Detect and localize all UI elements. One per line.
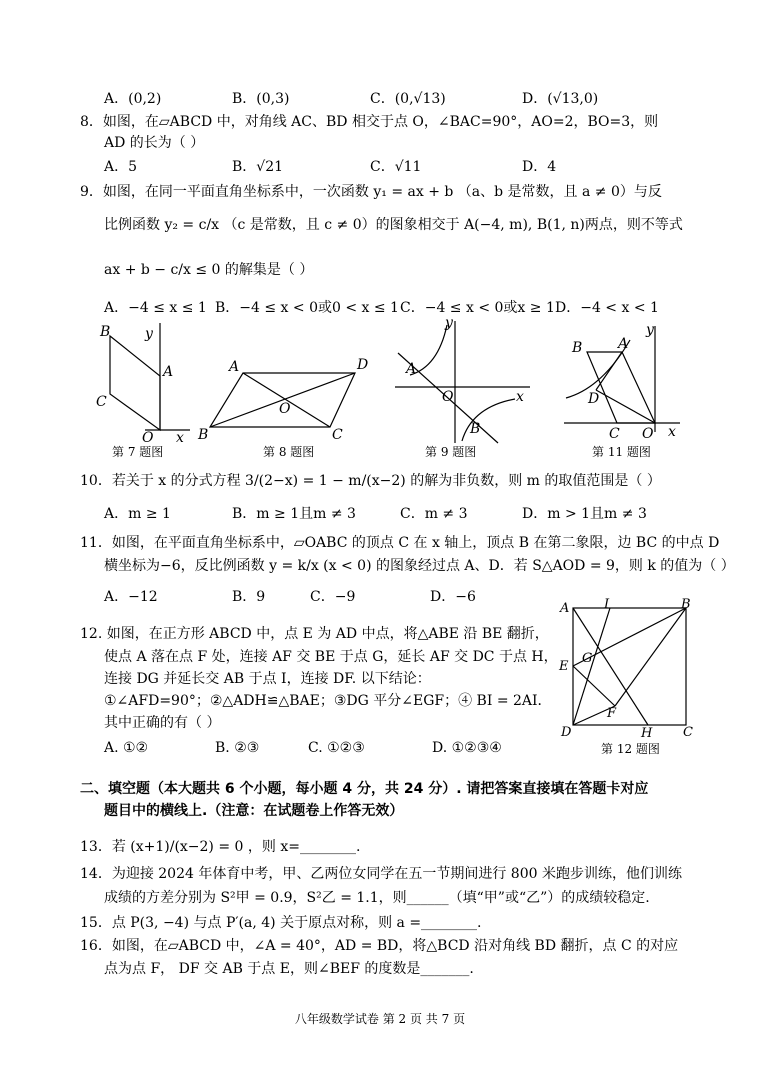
- q12-text-line3: 连接 DG 并延长交 AB 于点 I，连接 DF. 以下结论：: [104, 671, 431, 687]
- q10-option-b: B．m ≥ 1且m ≠ 3: [232, 506, 356, 522]
- q13-text: 13．若 (x+1)/(x−2) = 0 ，则 x=________.: [80, 839, 361, 855]
- q7-option-d: D．(√13,0): [522, 91, 599, 107]
- f11-label-d: D: [588, 391, 600, 407]
- f12-label-f: F: [607, 706, 617, 721]
- f8-label-a: A: [229, 359, 240, 375]
- figure-11: [562, 320, 692, 458]
- q9-option-c: C．−4 ≤ x < 0或x ≥ 1: [400, 300, 555, 316]
- f11-label-o: O: [642, 426, 654, 442]
- q12-option-b: B. ②③: [215, 740, 260, 756]
- f11-label-x: x: [668, 424, 676, 440]
- f7-label-a: A: [163, 364, 174, 380]
- q9-option-b: B．−4 ≤ x < 0或0 < x ≤ 1: [215, 300, 399, 316]
- q7-option-a: A．(0,2): [104, 91, 162, 107]
- q8-text-line2: AD 的长为（ ）: [104, 135, 205, 151]
- figure-12: [555, 596, 700, 758]
- q11-option-c: C．−9: [310, 589, 356, 605]
- f9-label-o: O: [442, 389, 454, 405]
- q10-option-c: C．m ≠ 3: [400, 506, 468, 522]
- q9-text-line1: 9．如图，在同一平面直角坐标系中，一次函数 y₁ = ax + b （a、b 是常数，且 a ≠ 0）与反: [80, 184, 662, 200]
- f9-label-x: x: [516, 389, 524, 405]
- q11-text-line1: 11．如图，在平面直角坐标系中，▱OABC 的顶点 C 在 x 轴上，顶点 B 在第二象限，边 BC 的中点 D: [80, 535, 720, 551]
- q10-text: 10．若关于 x 的分式方程 3/(2−x) = 1 − m/(x−2) 的解为非负数，则 m 的取值范围是（ ）: [80, 473, 661, 489]
- f9-label-a: A: [406, 361, 417, 377]
- q8-option-a: A．5: [104, 159, 138, 175]
- f7-caption: 第 7 题图: [112, 445, 164, 458]
- figure-7: [90, 318, 200, 458]
- q12-option-c: C. ①②③: [308, 740, 365, 756]
- q12-text-line5: 其中正确的有（ ）: [104, 715, 221, 731]
- f9-label-b: B: [470, 421, 481, 437]
- q11-option-d: D．−6: [430, 589, 476, 605]
- f11-label-a: A: [618, 336, 629, 352]
- q11-text-line2: 横坐标为−6，反比例函数 y = k/x (x < 0) 的图象经过点 A、D．若 S△AOD = 9，则 k 的值为（ ）: [104, 558, 735, 574]
- q11-option-a: A．−12: [104, 589, 158, 605]
- q10-option-d: D．m > 1且m ≠ 3: [522, 506, 647, 522]
- f11-caption: 第 11 题图: [592, 445, 651, 458]
- q8-option-c: C．√11: [370, 159, 422, 175]
- q12-text-line2: 使点 A 落在点 F 处，连接 AF 交 BE 于点 G，延长 AF 交 DC 于点 H，: [104, 649, 558, 665]
- f11-label-b: B: [572, 340, 583, 356]
- q15-text: 15．点 P(3, −4) 与点 P′(a, 4) 关于原点对称，则 a =________.: [80, 915, 482, 931]
- f7-label-y: y: [145, 326, 153, 342]
- q8-text-line1: 8．如图，在▱ABCD 中，对角线 AC、BD 相交于点 O，∠BAC=90°，AO=2，BO=3，则: [80, 114, 659, 130]
- q12-text-line1: 12. 如图，在正方形 ABCD 中，点 E 为 AD 中点，将△ABE 沿 BE 翻折，: [80, 626, 549, 642]
- f8-label-o: O: [279, 401, 291, 417]
- figure-8: [195, 355, 380, 458]
- q10-option-a: A．m ≥ 1: [104, 506, 171, 522]
- f12-label-c: C: [683, 725, 693, 740]
- q8-option-d: D．4: [522, 159, 557, 175]
- f8-caption: 第 8 题图: [263, 445, 315, 458]
- q9-option-a: A．−4 ≤ x ≤ 1: [104, 300, 207, 316]
- f7-label-b: B: [100, 324, 111, 340]
- q11-option-b: B．9: [232, 589, 266, 605]
- f7-label-o: O: [142, 430, 154, 446]
- f12-label-h: H: [641, 726, 653, 741]
- f8-label-d: D: [357, 357, 369, 373]
- q7-option-b: B．(0,3): [232, 91, 290, 107]
- section-2-heading-line1: 二、填空题（本大题共 6 个小题，每小题 4 分，共 24 分）. 请把答案直接填在答题卡对应: [80, 781, 649, 797]
- f7-label-x: x: [176, 430, 184, 446]
- f7-label-c: C: [96, 394, 107, 410]
- q7-option-c: C．(0,√13): [370, 91, 446, 107]
- q16-text-line2: 点为点 F， DF 交 AB 于点 E，则∠BEF 的度数是_______.: [104, 961, 474, 977]
- q12-option-a: A. ①②: [104, 740, 149, 756]
- page-footer: 八年级数学试卷 第 2 页 共 7 页: [294, 1012, 466, 1026]
- f12-label-b: B: [681, 597, 691, 612]
- q9-text-line2: 比例函数 y₂ = c/x （c 是常数，且 c ≠ 0）的图象相交于 A(−4, m), B(1, n)两点，则不等式: [104, 217, 683, 233]
- q16-text-line1: 16．如图，在▱ABCD 中，∠A = 40°，AD = BD，将△BCD 沿对角线 BD 翻折，点 C 的对应: [80, 938, 679, 954]
- q9-text-line3: ax + b − c/x ≤ 0 的解集是（ ）: [104, 262, 314, 278]
- q9-option-d: D．−4 < x < 1: [555, 300, 659, 316]
- q8-option-b: B．√21: [232, 159, 284, 175]
- f11-label-c: C: [609, 426, 620, 442]
- f12-label-g: G: [582, 651, 593, 666]
- f12-caption: 第 12 题图: [601, 742, 660, 756]
- f11-label-y: y: [646, 322, 654, 338]
- f12-label-i: I: [604, 597, 610, 612]
- q12-text-line4: ①∠AFD=90°；②△ADH≌△BAE；③DG 平分∠EGF；④ BI = 2AI．: [104, 693, 552, 709]
- f12-label-d: D: [561, 725, 572, 740]
- q14-text-line2: 成绩的方差分别为 S²甲 = 0.9，S²乙 = 1.1，则______（填“甲”或“乙”）的成绩较稳定.: [104, 890, 650, 906]
- figure-9: [390, 315, 540, 458]
- section-2-heading-line2: 题目中的横线上.（注意：在试题卷上作答无效）: [104, 803, 404, 819]
- q14-text-line1: 14．为迎接 2024 年体育中考，甲、乙两位女同学在五一节期间进行 800 米跑步训练，他们训练: [80, 866, 682, 882]
- f8-label-c: C: [332, 427, 343, 443]
- f9-label-y: y: [445, 315, 453, 331]
- f9-caption: 第 9 题图: [425, 445, 477, 458]
- f12-label-e: E: [559, 659, 569, 674]
- q12-option-d: D. ①②③④: [432, 740, 502, 756]
- f8-label-b: B: [198, 427, 209, 443]
- f12-label-a: A: [560, 601, 570, 616]
